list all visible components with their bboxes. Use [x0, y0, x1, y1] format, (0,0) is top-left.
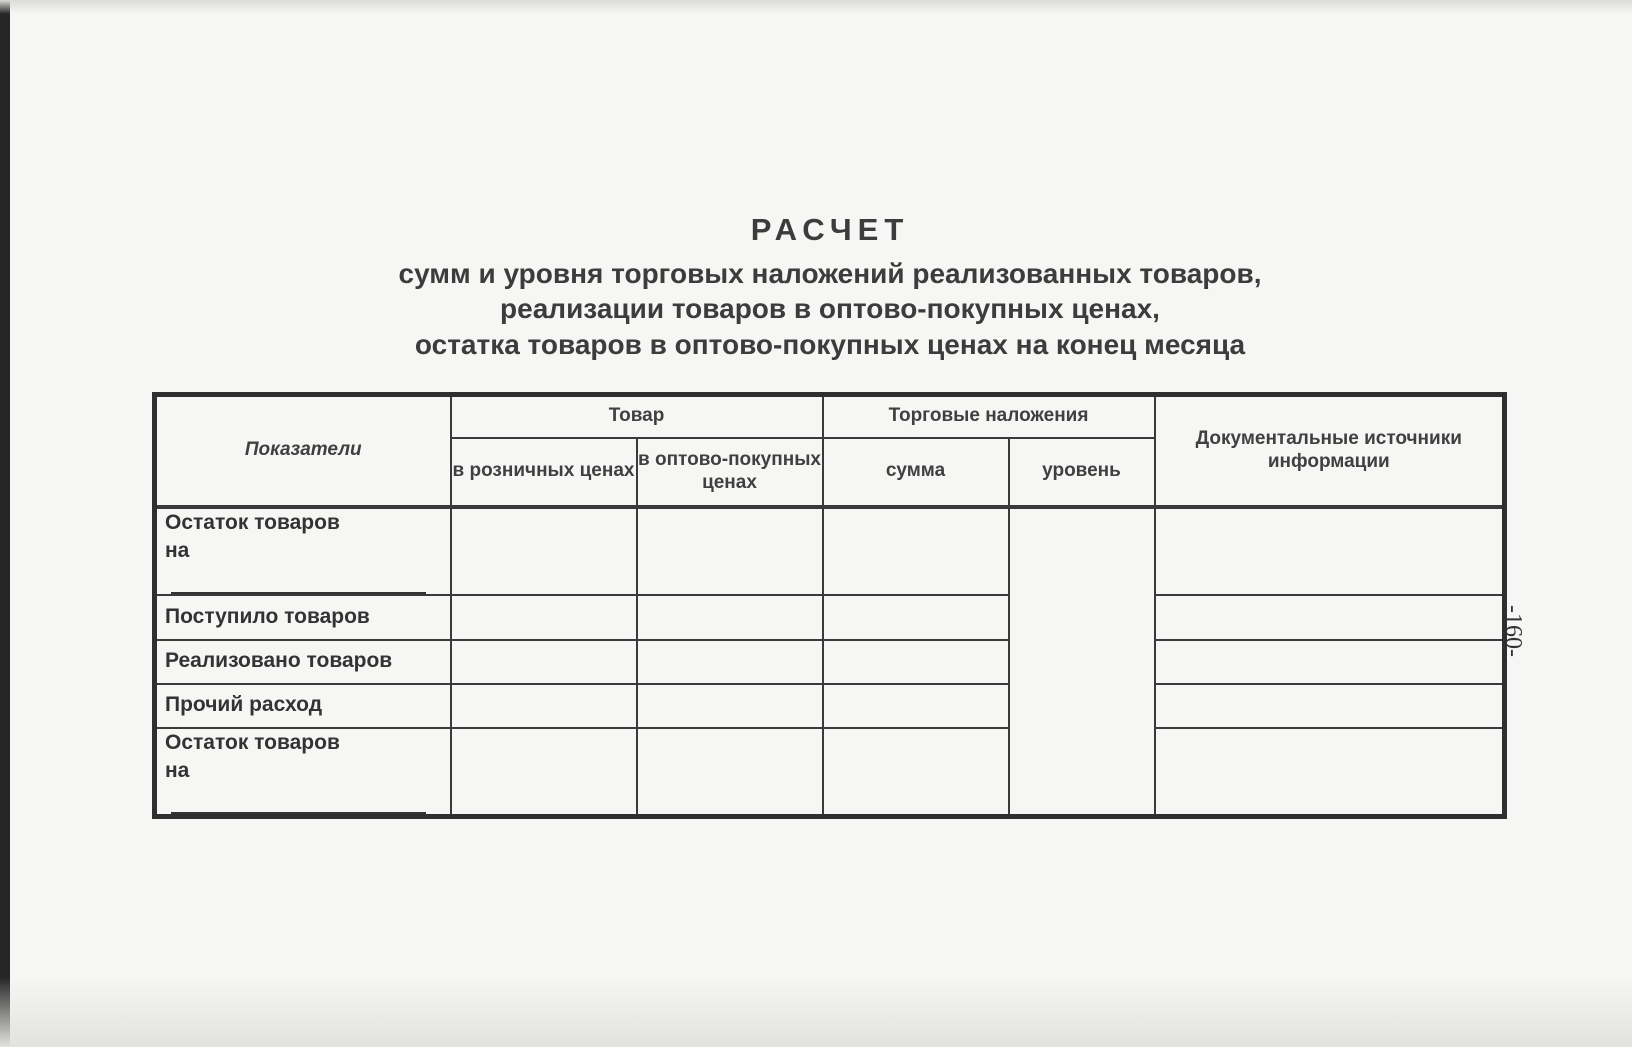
row-label-text: Остаток товаров	[165, 510, 340, 534]
header-markups-level: уровень	[1009, 438, 1155, 507]
document-subtitle-line-2: реализации товаров в оптово-покупных ценах,	[500, 293, 1160, 324]
cell-retail	[451, 640, 637, 684]
row-label-text: Остаток товаров	[165, 730, 340, 754]
header-goods-retail: в розничных ценах	[451, 438, 637, 507]
calculation-table	[152, 392, 1507, 819]
table-row	[155, 728, 1505, 817]
document-subtitle-line-1: сумм и уровня торговых наложений реализованных товаров,	[398, 258, 1262, 289]
cell-wholesale	[637, 684, 823, 728]
cell-retail	[451, 684, 637, 728]
row-label-received: Поступило товаров	[155, 595, 451, 640]
header-markups-sum: сумма	[823, 438, 1009, 507]
cell-sources	[1155, 595, 1505, 640]
date-fill-blank	[171, 790, 426, 814]
header-sources: Документальные источники информации	[1155, 395, 1505, 507]
cell-markup-sum	[823, 640, 1009, 684]
scan-shadow-bottom	[0, 977, 1632, 1047]
table-row	[155, 595, 1505, 640]
cell-wholesale	[637, 640, 823, 684]
cell-sources	[1155, 728, 1505, 817]
row-label-other-expense: Прочий расход	[155, 684, 451, 728]
cell-wholesale	[637, 595, 823, 640]
cell-markup-sum	[823, 595, 1009, 640]
header-goods: Товар	[451, 395, 823, 438]
cell-sources	[1155, 507, 1505, 595]
cell-markup-sum	[823, 728, 1009, 817]
row-label-date-line	[165, 757, 450, 814]
cell-retail	[451, 507, 637, 595]
document-title: РАСЧЕТ	[750, 212, 910, 247]
document-subtitle-line-3: остатка товаров в оптово-покупных ценах на конец месяца	[414, 329, 1246, 360]
page-number: -160-	[1500, 605, 1526, 657]
header-indicators: Показатели	[155, 395, 451, 507]
header-markups: Торговые наложения	[823, 395, 1155, 438]
cell-wholesale	[637, 507, 823, 595]
cell-markup-level	[1009, 507, 1155, 817]
row-label-sold: Реализовано товаров	[155, 640, 451, 684]
table-row	[155, 507, 1505, 595]
cell-sources	[1155, 640, 1505, 684]
row-label-date-line	[165, 537, 450, 594]
cell-sources	[1155, 684, 1505, 728]
table-row	[155, 684, 1505, 728]
cell-markup-sum	[823, 507, 1009, 595]
scan-shadow-top	[0, 0, 1632, 14]
page-edge	[0, 0, 10, 1047]
date-fill-blank	[171, 570, 426, 594]
cell-retail	[451, 595, 637, 640]
header-goods-wholesale: в оптово-покупных ценах	[637, 438, 823, 507]
row-label-closing-balance	[155, 728, 451, 817]
cell-markup-sum	[823, 684, 1009, 728]
table-row	[155, 640, 1505, 684]
cell-retail	[451, 728, 637, 817]
cell-wholesale	[637, 728, 823, 817]
row-label-opening-balance	[155, 507, 451, 595]
header-row-1	[155, 395, 1505, 438]
row-label-prefix: на	[165, 758, 190, 782]
row-label-prefix: на	[165, 538, 190, 562]
